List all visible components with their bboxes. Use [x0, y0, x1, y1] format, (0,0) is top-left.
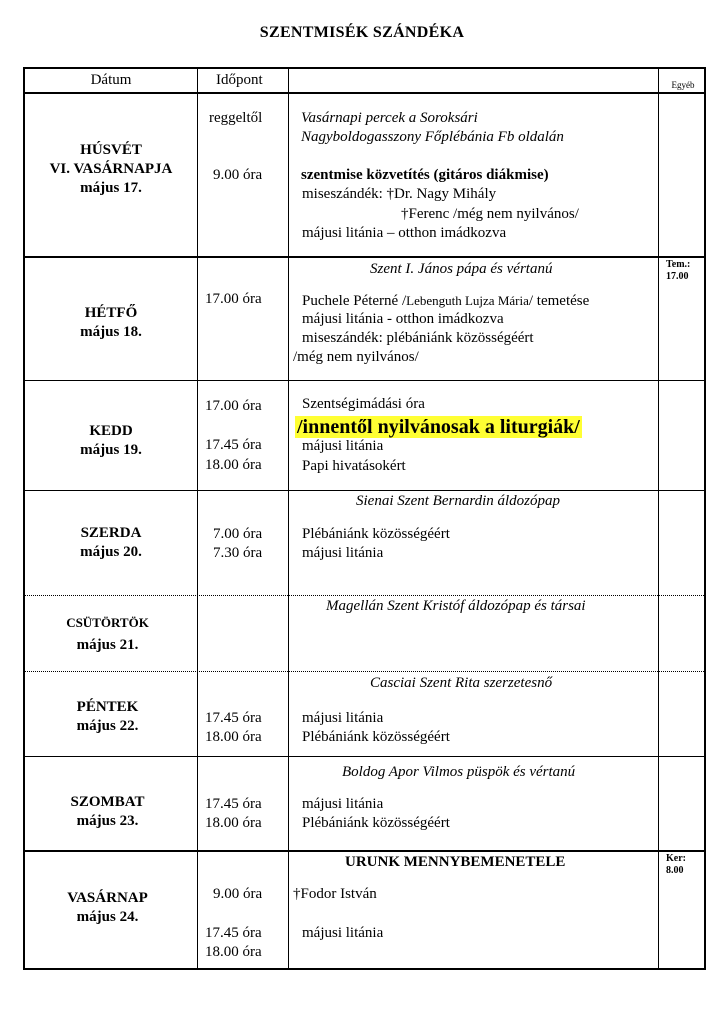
saint-of-day: Boldog Apor Vilmos püspök és vértanú: [342, 764, 576, 780]
other-note: 17.00: [666, 271, 689, 282]
day-name: HÉTFŐ: [84, 305, 138, 321]
header-other: Egyéb: [671, 80, 695, 90]
time-slot: 18.00 óra: [205, 944, 262, 960]
time-slot: 17.45 óra: [205, 925, 262, 941]
time-slot: 7.30 óra: [213, 545, 263, 561]
row-divider: [25, 380, 704, 381]
intention-line: Nagyboldogasszony Főplébánia Fb oldalán: [301, 129, 564, 145]
time-slot: 9.00 óra: [213, 886, 263, 902]
column-divider: [658, 69, 659, 968]
intention-line: Vasárnapi percek a Soroksári: [301, 110, 478, 126]
intention-line: májusi litánia: [302, 925, 384, 941]
time-slot: 18.00 óra: [205, 815, 262, 831]
intention-line: májusi litánia: [302, 796, 384, 812]
day-name: SZOMBAT: [70, 794, 145, 810]
other-note: Tem.:: [666, 259, 691, 270]
time-slot: 18.00 óra: [205, 457, 262, 473]
time-slot: 17.00 óra: [205, 398, 262, 414]
day-name: PÉNTEK: [76, 699, 139, 715]
time-slot: 17.45 óra: [205, 437, 262, 453]
other-note: Ker:: [666, 853, 686, 864]
saint-of-day: Casciai Szent Rita szerzetesnő: [370, 675, 553, 691]
row-divider: [25, 850, 704, 852]
saint-of-day: Szent I. János pápa és vértanú: [370, 261, 553, 277]
intention-line: Plébániánk közösségéért: [302, 526, 450, 542]
intention-line: /még nem nyilvános/: [293, 349, 419, 365]
time-slot: 9.00 óra: [213, 167, 263, 183]
time-slot: reggeltől: [209, 110, 263, 126]
day-name: CSÜTÖRTÖK: [66, 615, 149, 630]
day-date: május 18.: [80, 324, 142, 340]
highlighted-notice: /innentől nyilvánosak a liturgiák/: [297, 416, 580, 438]
header-date: Dátum: [90, 72, 132, 88]
day-date: május 21.: [76, 637, 139, 653]
intention-line: Plébániánk közösségéért: [302, 815, 450, 831]
day-name: HÚSVÉT: [80, 142, 142, 158]
intention-line: Szentségimádási óra: [302, 396, 425, 412]
column-divider: [197, 69, 198, 968]
intention-line: miseszándék: plébániánk közösségéért: [302, 330, 534, 346]
header-divider: [25, 92, 704, 94]
time-slot: 17.45 óra: [205, 796, 262, 812]
intention-line: †Ferenc /még nem nyilvános/: [401, 206, 579, 222]
schedule-table: [23, 67, 706, 970]
day-date: május 23.: [76, 813, 139, 829]
saint-of-day: Sienai Szent Bernardin áldozópap: [356, 493, 561, 509]
intention-line: Papi hivatásokért: [302, 458, 406, 474]
intention-line: májusi litánia: [302, 710, 384, 726]
feast-title: URUNK MENNYBEMENETELE: [345, 854, 566, 870]
day-date: május 17.: [80, 180, 142, 196]
day-name: VI. VASÁRNAPJA: [49, 161, 173, 177]
intention-line: májusi litánia: [302, 438, 384, 454]
intention-line: májusi litánia – otthon imádkozva: [302, 225, 507, 241]
time-slot: 17.00 óra: [205, 291, 262, 307]
other-note: 8.00: [666, 865, 684, 876]
intention-line: májusi litánia: [302, 545, 384, 561]
day-date: május 24.: [76, 909, 139, 925]
day-date: május 19.: [80, 442, 142, 458]
time-slot: 7.00 óra: [213, 526, 263, 542]
time-slot: 17.45 óra: [205, 710, 262, 726]
row-divider: [25, 256, 704, 258]
day-name: VASÁRNAP: [67, 890, 148, 906]
column-divider: [288, 69, 289, 968]
intention-line: Puchele Péterné /Lebenguth Lujza Mária/ temetése: [302, 293, 590, 309]
day-date: május 22.: [76, 718, 139, 734]
page-title: SZENTMISÉK SZÁNDÉKA: [259, 24, 465, 41]
intention-line: miseszándék: †Dr. Nagy Mihály: [302, 186, 497, 202]
intention-line: májusi litánia - otthon imádkozva: [302, 311, 504, 327]
intention-line: szentmise közvetítés (gitáros diákmise): [301, 167, 549, 183]
header-time: Időpont: [216, 72, 263, 88]
time-slot: 18.00 óra: [205, 729, 262, 745]
row-divider: [25, 490, 704, 491]
day-date: május 20.: [80, 544, 142, 560]
saint-of-day: Magellán Szent Kristóf áldozópap és társai: [326, 598, 586, 614]
intention-line: †Fodor István: [293, 886, 377, 902]
row-divider: [25, 756, 704, 757]
row-divider: [25, 595, 704, 596]
intention-line: Plébániánk közösségéért: [302, 729, 450, 745]
day-name: SZERDA: [80, 525, 142, 541]
day-name: KEDD: [89, 423, 133, 439]
row-divider: [25, 671, 704, 672]
